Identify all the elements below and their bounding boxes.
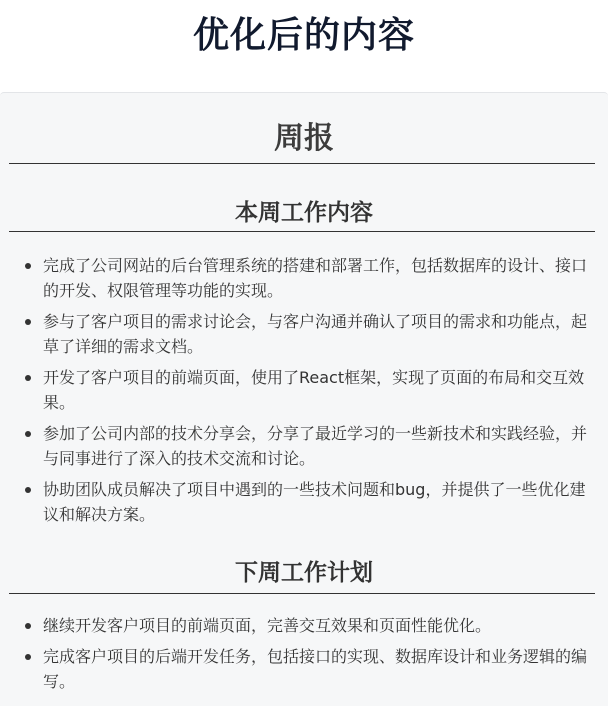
report-title: 周报 bbox=[274, 121, 334, 156]
list-item-text: 协助团队成员解决了项目中遇到的一些技术问题和bug，并提供了一些优化建议和解决方案。 bbox=[43, 480, 586, 524]
list-item bbox=[0, 421, 608, 471]
page-title: 优化后的内容 bbox=[192, 15, 415, 56]
list-item bbox=[0, 613, 608, 638]
list-item bbox=[0, 309, 608, 359]
list-item bbox=[0, 365, 608, 415]
next-week-heading: 下周工作计划 bbox=[235, 560, 373, 586]
bullet-icon bbox=[25, 623, 31, 629]
list-item-text: 完成客户项目的后端开发任务，包括接口的实现、数据库设计和业务逻辑的编写。 bbox=[43, 647, 588, 691]
this-week-heading: 本周工作内容 bbox=[235, 200, 373, 226]
title-divider bbox=[9, 163, 595, 164]
bullet-icon bbox=[25, 263, 31, 269]
next-week-list bbox=[0, 613, 608, 700]
report-card bbox=[0, 92, 608, 706]
list-item bbox=[0, 644, 608, 694]
bullet-icon bbox=[25, 487, 31, 493]
list-item-text: 参与了客户项目的需求讨论会，与客户沟通并确认了项目的需求和功能点，起草了详细的需求文档。 bbox=[43, 312, 588, 356]
bullet-icon bbox=[25, 431, 31, 437]
next-week-divider bbox=[9, 593, 595, 594]
list-item-text: 继续开发客户项目的前端页面，完善交互效果和页面性能优化。 bbox=[43, 616, 492, 635]
list-item-text: 参加了公司内部的技术分享会，分享了最近学习的一些新技术和实践经验，并与同事进行了深入的技术交流和讨论。 bbox=[43, 424, 588, 468]
list-item bbox=[0, 253, 608, 303]
list-item-text: 开发了客户项目的前端页面，使用了React框架，实现了页面的布局和交互效果。 bbox=[43, 368, 585, 412]
list-item-text: 完成了公司网站的后台管理系统的搭建和部署工作，包括数据库的设计、接口的开发、权限管理等功能的实现。 bbox=[43, 256, 588, 300]
this-week-divider bbox=[9, 231, 595, 232]
bullet-icon bbox=[25, 319, 31, 325]
this-week-list bbox=[0, 253, 608, 533]
bullet-icon bbox=[25, 654, 31, 660]
bullet-icon bbox=[25, 375, 31, 381]
list-item bbox=[0, 477, 608, 527]
